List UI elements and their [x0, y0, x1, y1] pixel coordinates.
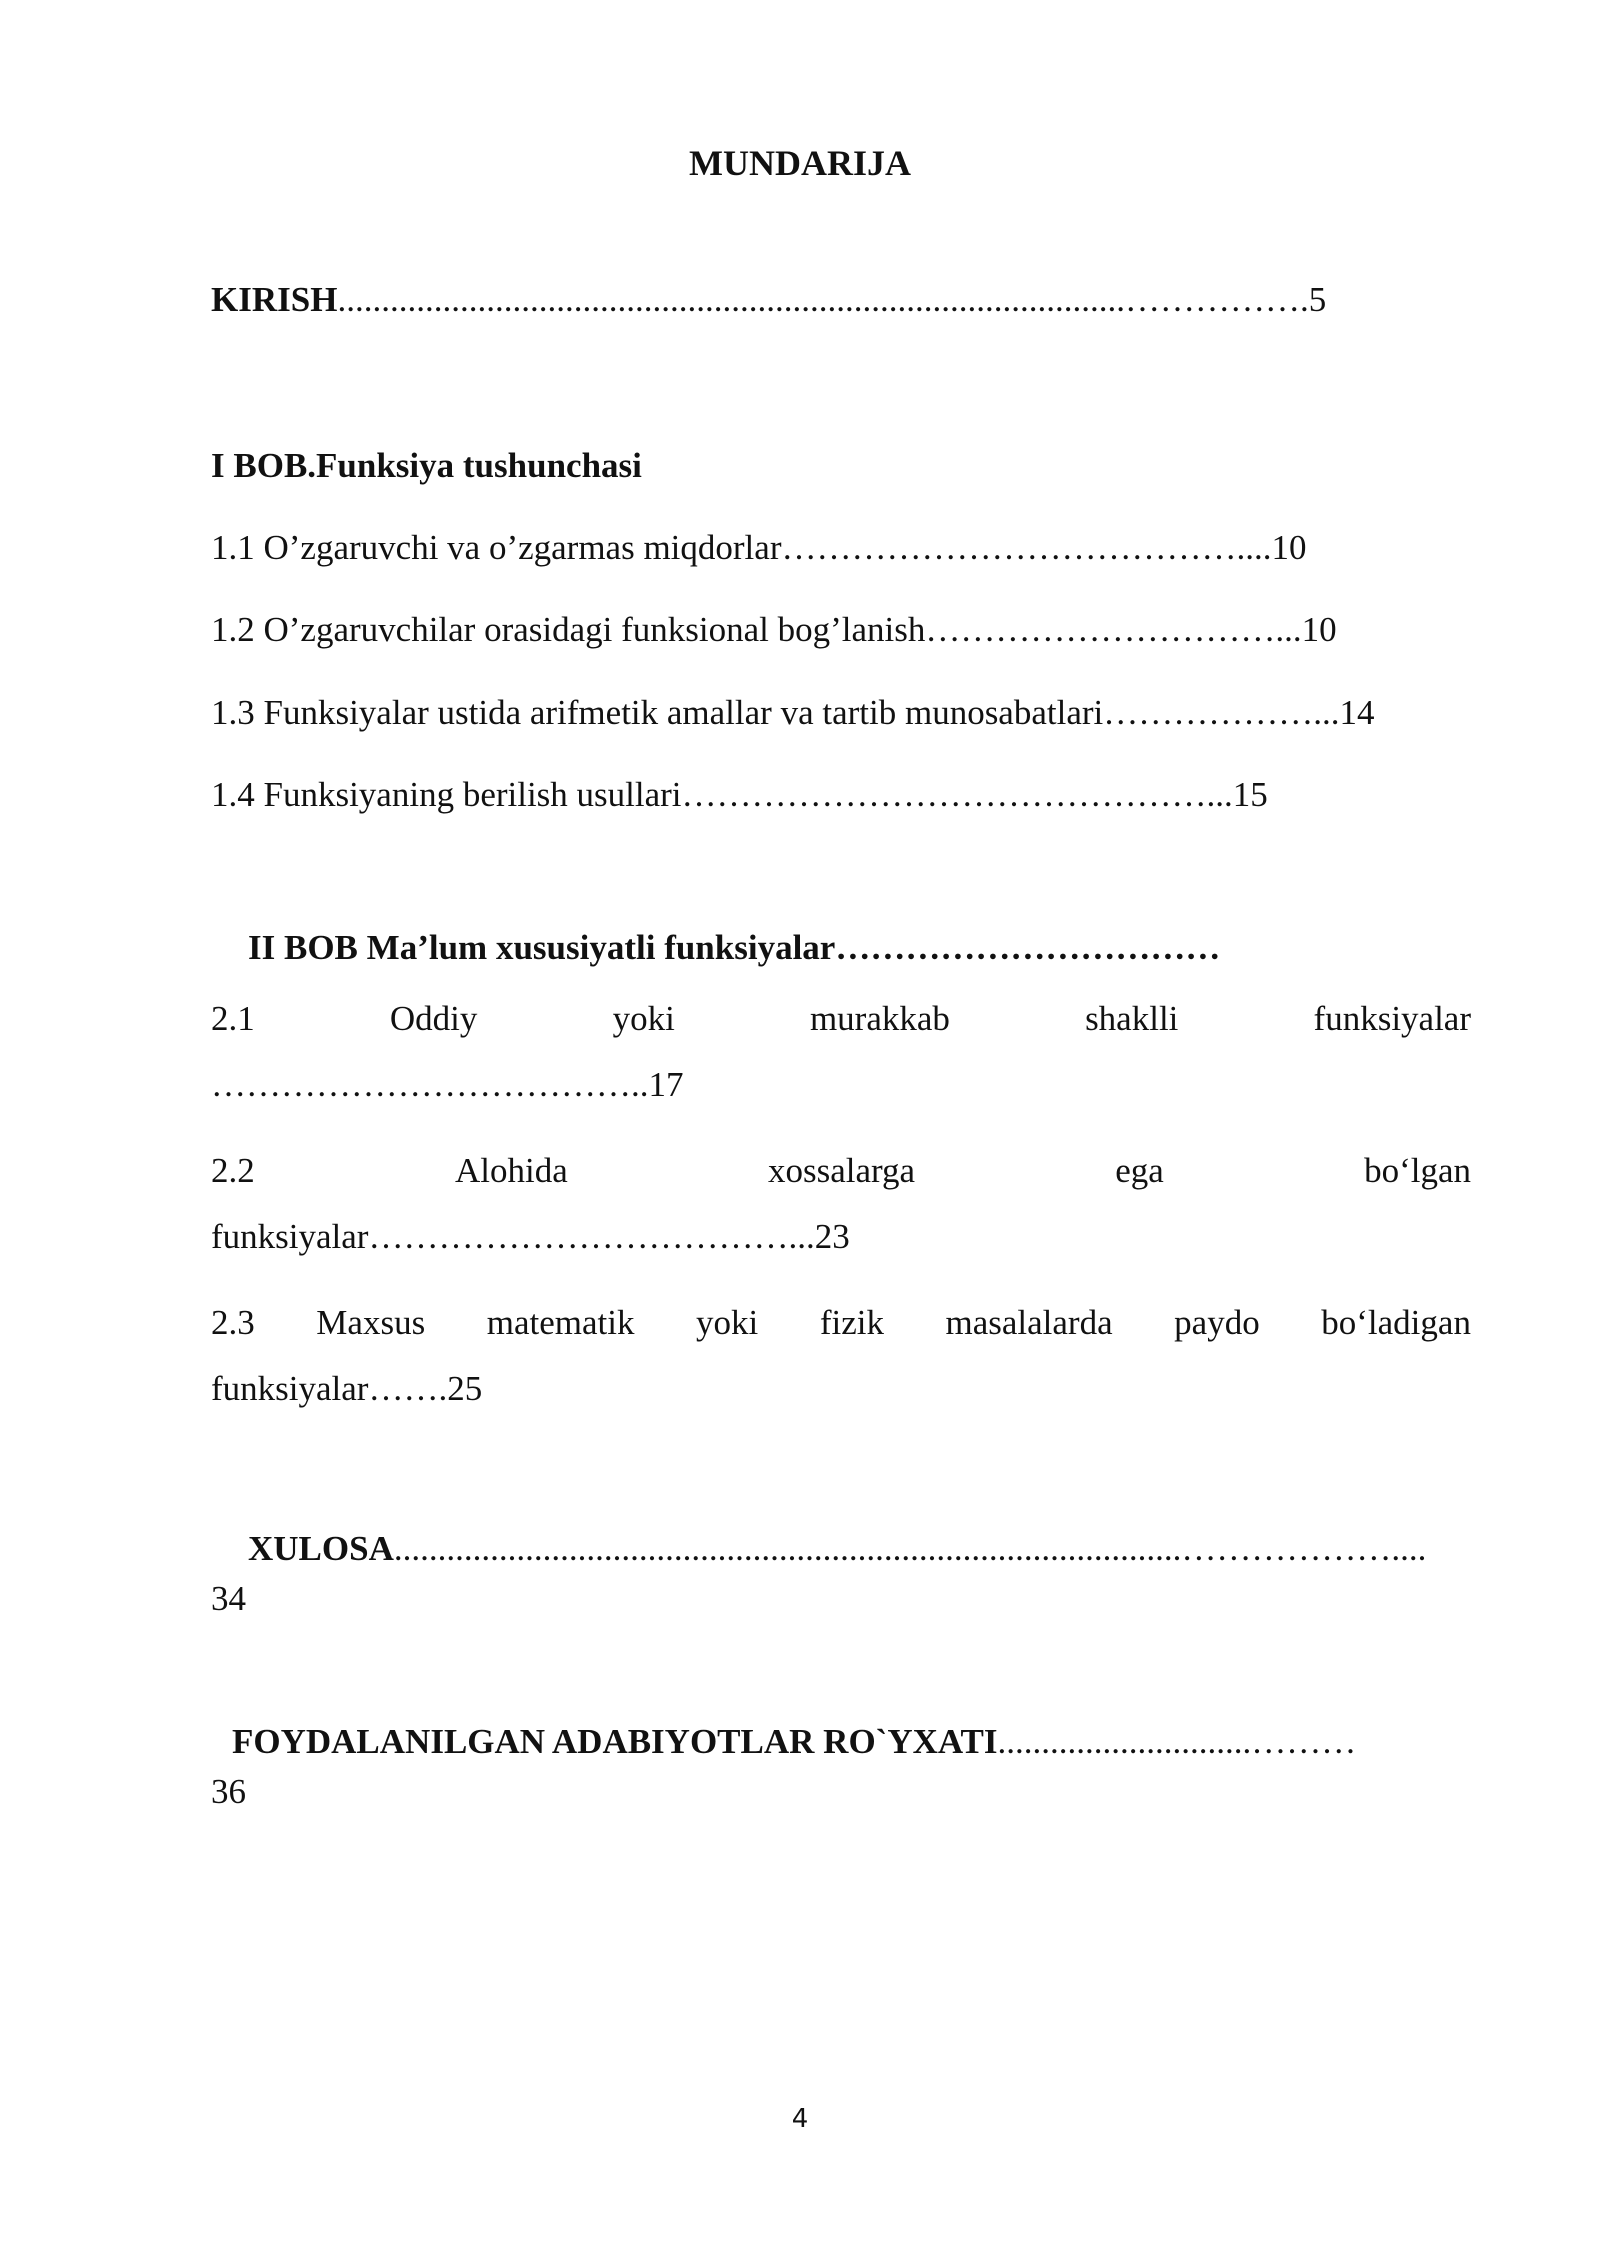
entry-label: FOYDALANILGAN ADABIYOTLAR RO`YXATI — [232, 1722, 998, 1761]
entry-word: shaklli — [1085, 999, 1179, 1038]
entry-word: yoki — [696, 1303, 759, 1342]
entry-word: paydo — [1174, 1303, 1260, 1342]
entry-page: 5 — [1308, 280, 1327, 319]
toc-entry-adabiyotlar-page: 36 — [211, 1772, 246, 1811]
entry-word: matematik — [486, 1303, 635, 1342]
entry-label: KIRISH — [211, 280, 338, 319]
entry-word: yoki — [612, 999, 675, 1038]
entry-leader: ..........................................................................................……………. — [337, 280, 1309, 319]
entry-word: Alohida — [454, 1151, 568, 1190]
entry-word: Oddiy — [389, 999, 478, 1038]
entry-word: fizik — [819, 1303, 884, 1342]
toc-entry-1-3: 1.3 Funksiyalar ustida arifmetik amallar va tartib munosabatlari………………...14 — [211, 693, 1375, 732]
toc-entry-2-2-continuation: funksiyalar………………………………...23 — [211, 1217, 850, 1256]
toc-title: MUNDARIJA — [689, 143, 911, 183]
toc-entry-adabiyotlar — [232, 1719, 1356, 1765]
entry-leader: ..........................................................................................……………….... — [393, 1529, 1427, 1568]
chapter-1-heading: I BOB.Funksiya tushunchasi — [211, 446, 642, 485]
toc-entry-2-3 — [211, 1300, 1471, 1346]
entry-label: XULOSA — [248, 1529, 394, 1568]
toc-entry-1-1: 1.1 O’zgaruvchi va o’zgarmas miqdorlar…………………………………....10 — [211, 528, 1307, 567]
entry-word: bo‘ladigan — [1321, 1303, 1471, 1342]
entry-word: Maxsus — [316, 1303, 426, 1342]
toc-entry-xulosa-page: 34 — [211, 1579, 246, 1618]
toc-entry-2-1-continuation: ………………………………..17 — [211, 1065, 684, 1104]
entry-word: masalalarda — [945, 1303, 1113, 1342]
toc-entry-1-2: 1.2 O’zgaruvchilar orasidagi funksional bog’lanish…………………………...10 — [211, 610, 1337, 649]
toc-entry-2-1 — [211, 996, 1471, 1042]
toc-entry-xulosa — [248, 1526, 1426, 1572]
toc-entry-1-4: 1.4 Funksiyaning berilish usullari………………………………………...15 — [211, 775, 1268, 814]
entry-word: bo‘lgan — [1364, 1151, 1471, 1190]
entry-word: ega — [1115, 1151, 1164, 1190]
toc-entry-kirish — [211, 277, 1471, 323]
toc-entry-2-2 — [211, 1148, 1471, 1194]
entry-word: xossalarga — [767, 1151, 916, 1190]
toc-entry-2-3-continuation: funksiyalar…….25 — [211, 1369, 483, 1408]
page-number: 4 — [791, 2104, 809, 2134]
entry-leader: .............................……… — [997, 1722, 1357, 1761]
entry-word: 2.1 — [211, 999, 255, 1038]
chapter-2-heading: II BOB Ma’lum xususiyatli funksiyalar…………………………… — [248, 928, 1221, 967]
entry-word: 2.2 — [211, 1151, 255, 1190]
entry-word: 2.3 — [211, 1303, 255, 1342]
entry-word: murakkab — [809, 999, 950, 1038]
entry-word: funksiyalar — [1313, 999, 1471, 1038]
